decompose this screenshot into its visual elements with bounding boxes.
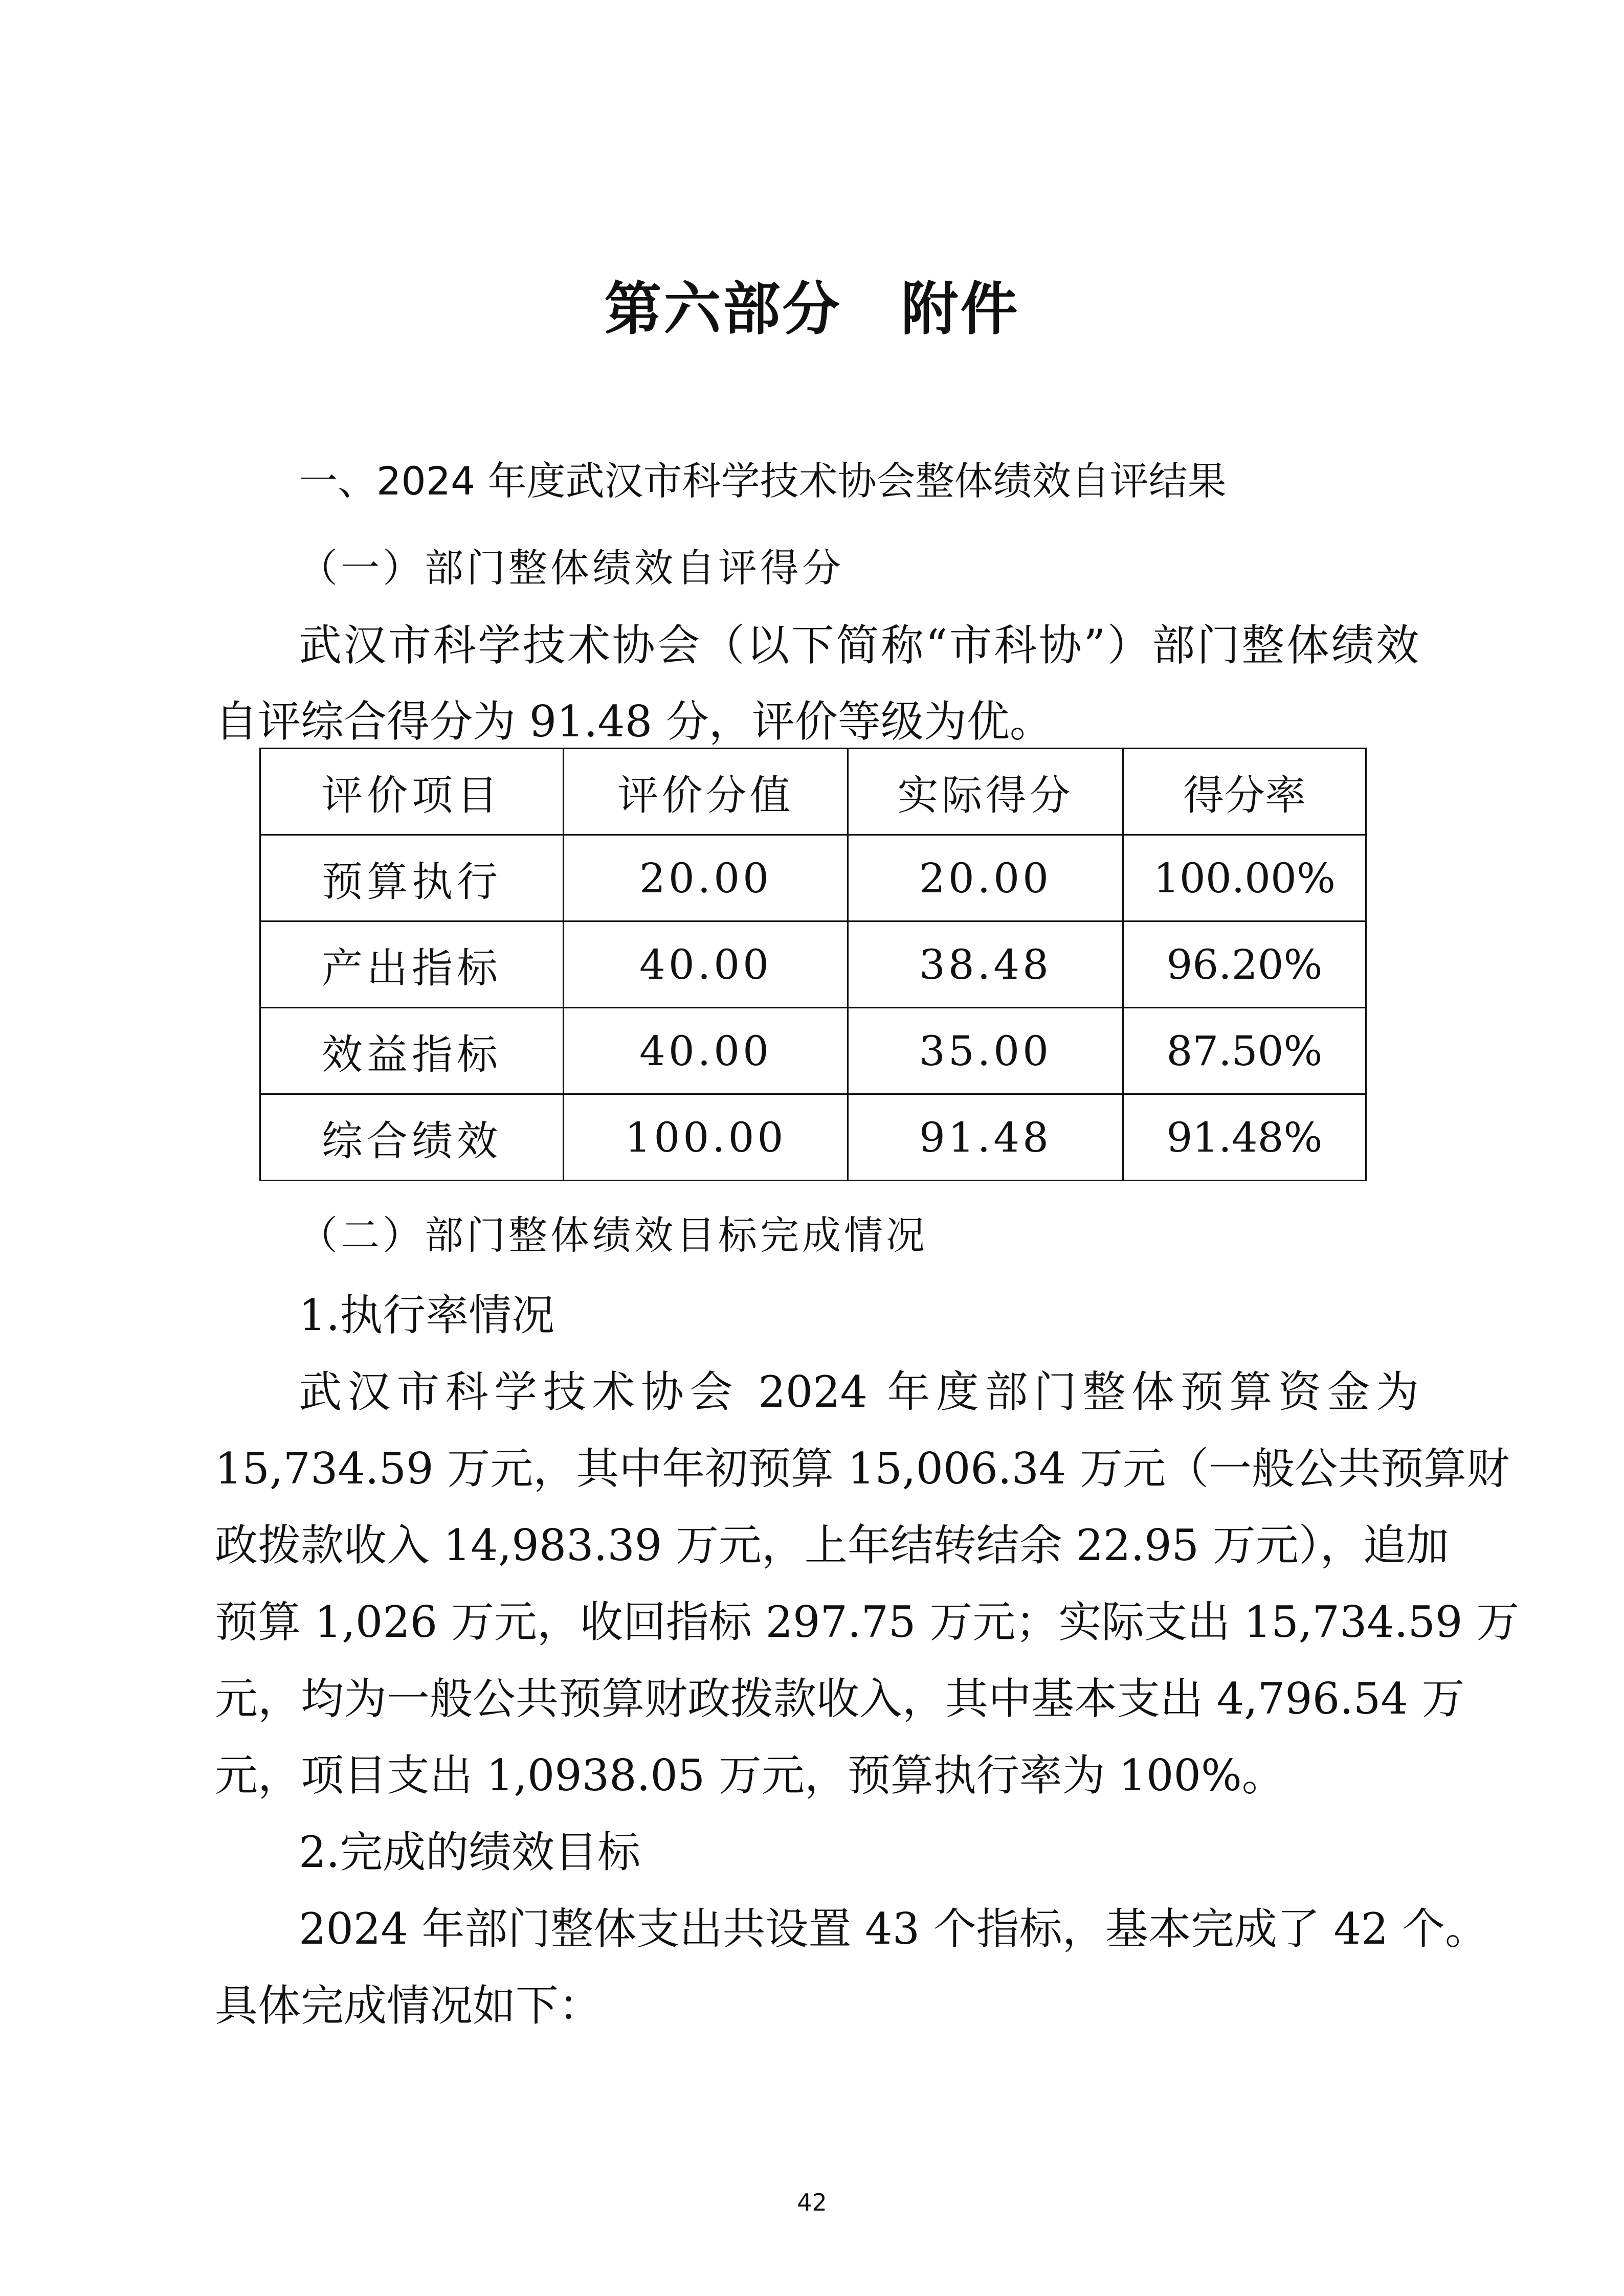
intro-line-1: 武汉市科学技术协会（以下简称“市科协”）部门整体绩效 bbox=[299, 620, 1419, 670]
table-header-cell: 评价分值 bbox=[564, 749, 848, 835]
paragraph-line: 元，均为一般公共预算财政拨款收入，其中基本支出 4,796.54 万 bbox=[215, 1674, 1465, 1724]
section-heading: 一、2024 年度武汉市科学技术协会整体绩效自评结果 bbox=[299, 458, 1227, 504]
table-cell: 91.48% bbox=[1123, 1094, 1366, 1181]
table-row bbox=[260, 835, 1366, 921]
paragraph-line: 元，项目支出 1,0938.05 万元，预算执行率为 100%。 bbox=[215, 1750, 1285, 1800]
paragraph-line: 预算 1,026 万元，收回指标 297.75 万元；实际支出 15,734.59 万 bbox=[215, 1597, 1520, 1647]
table-cell: 40.00 bbox=[564, 1008, 848, 1094]
table-cell: 效益指标 bbox=[260, 1008, 564, 1094]
table-cell: 100.00 bbox=[564, 1094, 848, 1181]
table-cell: 35.00 bbox=[848, 1008, 1123, 1094]
table-row bbox=[260, 921, 1366, 1008]
paragraph-line: 15,734.59 万元，其中年初预算 15,006.34 万元（一般公共预算财 bbox=[215, 1444, 1510, 1494]
subsection-heading-1: （一）部门整体绩效自评得分 bbox=[299, 545, 844, 591]
page-title: 第六部分 附件 bbox=[604, 276, 1020, 343]
table-header-cell: 评价项目 bbox=[260, 749, 564, 835]
table-row bbox=[260, 1008, 1366, 1094]
intro-line-2: 自评综合得分为 91.48 分，评价等级为优。 bbox=[215, 696, 1053, 747]
table-header-cell: 实际得分 bbox=[848, 749, 1123, 835]
table-cell: 20.00 bbox=[848, 835, 1123, 921]
table-header-row bbox=[260, 749, 1366, 835]
table-cell: 91.48 bbox=[848, 1094, 1123, 1181]
table-cell: 产出指标 bbox=[260, 921, 564, 1008]
table-cell: 40.00 bbox=[564, 921, 848, 1008]
paragraph-line: 武汉市科学技术协会 2024 年度部门整体预算资金为 bbox=[299, 1367, 1419, 1417]
table-cell: 87.50% bbox=[1123, 1008, 1366, 1094]
table-cell: 预算执行 bbox=[260, 835, 564, 921]
paragraph-line: 具体完成情况如下： bbox=[215, 1980, 602, 2031]
table-cell: 100.00% bbox=[1123, 835, 1366, 921]
table-cell: 20.00 bbox=[564, 835, 848, 921]
subsection-heading-2: （二）部门整体绩效目标完成情况 bbox=[299, 1212, 928, 1258]
table-cell: 38.48 bbox=[848, 921, 1123, 1008]
item-heading-2: 2.完成的绩效目标 bbox=[299, 1827, 641, 1877]
table-header-cell: 得分率 bbox=[1123, 749, 1366, 835]
paragraph-line: 2024 年部门整体支出共设置 43 个指标，基本完成了 42 个。 bbox=[299, 1904, 1488, 1954]
paragraph-line: 政拨款收入 14,983.39 万元，上年结转结余 22.95 万元），追加 bbox=[215, 1520, 1449, 1570]
score-table bbox=[259, 748, 1367, 1181]
table-cell: 综合绩效 bbox=[260, 1094, 564, 1181]
table-row bbox=[260, 1094, 1366, 1181]
item-heading-1: 1.执行率情况 bbox=[299, 1290, 555, 1340]
table-cell: 96.20% bbox=[1123, 921, 1366, 1008]
page-number: 42 bbox=[797, 2189, 827, 2216]
